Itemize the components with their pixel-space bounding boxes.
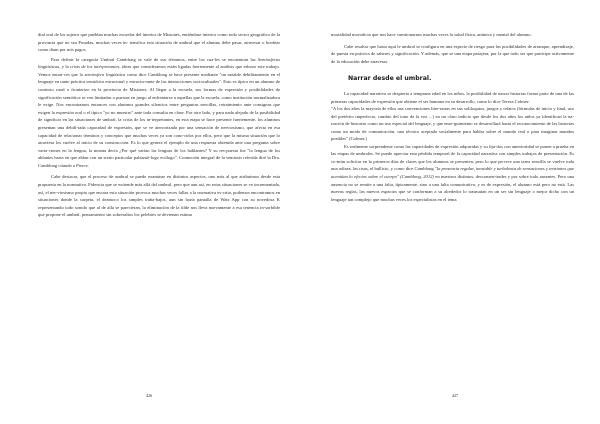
italic-term: Semiosferas lingüísticas	[38, 56, 280, 70]
text-run: , ideas que consideramos están ligadas fuertemente al análisis que esbozo este trabajo. Vemos enton-ces que la	[38, 64, 280, 77]
left-paragraph-1	[38, 31, 280, 54]
left-paragraph-3: Cabe destacar, que el proceso de umbral se puede examinar en distintos aspectos, uno más al que atribuimos desde esta propuesta en la normativa. Fidencia que se extiende más allá del umbral, pero que aun así, en estas situaciones se ve incrementada, así, el ner-viosismo propio que encara esta situación provoca muchas veces fallas a la normativa es-crita, podemos encontramos en situaciones donde la carpeta, el deamoco los simples traba-bajos, aun sin haría pantalla de Wats App con su novedosa K representando todo sonido que al de alla se parecieran, la eliminación de la tilde nos lleva nuevamente a esa tenencia in-sorbible que propone el umbral, pensamiento sin sobresaltos los pelebres se devienan estima	[38, 174, 280, 218]
text-run: Para definir la categoría Umbral Camblong se vale de sus términos, entre los cua-les se encuentran las	[51, 56, 258, 62]
text-line: tensifica esta situación de umbral que el alumno debe pasar, atravesar o bordear como diam	[38, 39, 280, 53]
right-paragraph-1: mortalidad mortalicia que nos hace cuestionarnos muchas veces la salud física, anímica y mental del alumno.	[331, 32, 532, 37]
right-page	[300, 0, 600, 424]
italic-term: crisis de los intérpretantes	[70, 64, 120, 70]
left-page-body	[38, 31, 280, 219]
page-number-left: 426	[146, 393, 152, 398]
right-page-body	[331, 31, 574, 203]
block-quote: "A los dos años la mayoría de ellos usa convenciones liter-rarias en sus soliloquios, juegos y relatos (fórmulas de inicio y final, uso del pretérito imperfecto, cambio del tono de la voz ...) en un claro indicio que desde los dos años los niños ya identifican la na-rración de historias como un uso especial del lenguaje, y que ense-guimiento se desarrollará hasta el reconocimiento de las historias como un modo de comunicación, una técnica aceptada socialmente para hablar sobre el mundo real o para imaginar mundos posibles" (Colmer,)	[331, 106, 574, 142]
right-paragraph-2: Cabe resaltar que hasta aquí le umbral se configura en una especie de riesgo para las posibilidades de arranque, aprendizaje, de puesta en práctica de saberes y significación. Y además, que se una etapa pasajera, por la que todo ser que participe activamente de la educación debe atravesar.	[331, 43, 574, 64]
text-line: por mis pagos.	[59, 47, 87, 53]
section-heading: Narrar desde el umbral.	[348, 75, 432, 83]
italic-quote: "la presencia regular, inestable y turbulenta de sensaciones y tensiones que acentúan lo efectos sobre el cuerpo" (Camblong, 2012)	[331, 166, 574, 180]
italic-term: semiosfera lingüística	[84, 71, 126, 77]
text-line: dial oral de los sujetos que pueblan muchas escuelas del interior de Misiones, entiéndase	[38, 32, 202, 37]
left-paragraph-2	[38, 56, 280, 170]
page-number-right: 427	[452, 393, 458, 398]
text-line: interior como todo sector geográfico de la provincia que no sea Posadas, muchas veces in-	[38, 32, 281, 45]
text-run: Es realmente sorprendente como las capacidades de expresión adquiridas y su fija-dos con anterioridad se ponen a prueba en las etapas de umbrales. Se puede apreciar esta pérdida temporal de la capacidad narrativa con simples trabajos de presentación. Es co-mún solicitar en la primeros días de clases que los alumnos se presenten, pero lo que pa-rece una tarea sencilla se vuelve toda una odisea, las risas, el bullicio, y como dice Camblong	[331, 143, 574, 172]
right-paragraph-4	[331, 143, 574, 204]
right-paragraph-3: La capacidad narrativa se despierta a temprana edad en los niños, la posibilidad de narrar historias forma parte de una de las primeras capacidades de expresión que obtiene el ser humano en su desarrollo, como lo dice Teresa Colmer:	[331, 91, 574, 104]
text-run: en nuestros distintos, descomen-trades y por sobre todo ausentes. Pero una ausencia no se remite a una falta, típicamente, sino a una falta comunicativa, y es de expresión, el alumno está pero no está. Las nuevas reglas, los nuevos espacios que se conforman a su alrededor lo trasmutan en un ser sin lenguaje o mejor dicho con un lenguaje tan complejo que muchas veces los especialistas en el tema	[331, 174, 574, 202]
text-run: , y la	[59, 64, 71, 70]
text-run: como dice Camblong se hace presente mediante "un notable debilitamiento en el lenguaje en tanto práctica semiótica estructural y estructu-rante de las interacciones sociocultuales". Esto es típico en un alumno de contexto rural o fronterizo en la provincia de Misiones. Al llegar a la escuela, sus formas de expresión y posibilidades de significación semiótica se ven limitadas o puestas en juego al enfrentarse a aquellas que la escuela, como institución normalizadora le exige. Nos encontramos entonces con alumnos grandes silencios entre preguntas sencillas, retraimiento ante consignas que exigen la expresión oral o el típico "yo no muestro" ante toda consulta en clase. Por otro lado, y para nada alejado de la posibilidad de significar en las situaciones de umbral, la crisis de los in-terpretantes, en esta etapa se hace presente fuertemente, los alumnos presentan una debili-tada capacidad de expresión, que se ve aterrorizada por una sensación de nerviosismo, que afecta en esa capacidad de relacionar términos y conceptos que muchas veces ya son cono-cidos por ellos, pero que la misma situación que lo atraviesa los vuelve al inicio de su construcción. Es lo que genera el ejemplo de una respuesta obtenida ante una pregunta sobre varia-ciones en la lengua, la misma decía ¿Por qué varían las lenguas de los hablantes? Y su res-puesta fue "la lengua de los ablantes baria en que ablan con un sierto particular palasntó-logo ecólogo". Connoción integral de la semiosis referida diré la Dra. Camblong citando a Pierce.	[38, 71, 281, 168]
